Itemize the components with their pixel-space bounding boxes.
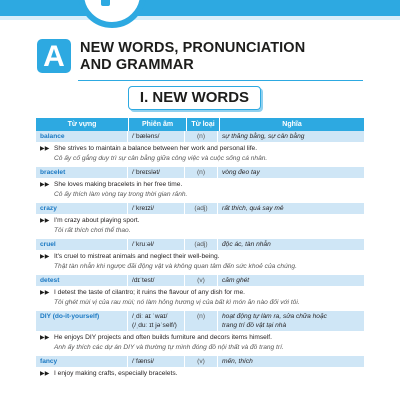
part-of-speech: (n) (185, 311, 218, 331)
top-banner (0, 0, 400, 16)
example-en: I'm crazy about playing sport. (54, 217, 140, 224)
example-en: It's cruel to mistreat animals and neglect their well-being. (54, 253, 220, 260)
part-of-speech: (n) (185, 131, 218, 142)
example-vi: Thật tàn nhẫn khi ngược đãi động vật và không quan tâm đến sức khoẻ của chúng. (54, 263, 297, 270)
example-vi: Tôi ghét mùi vị của rau mùi; nó làm hỏng hương vị của bất kì món ăn nào đối với tôi. (54, 299, 300, 306)
top-banner-rule (0, 16, 400, 20)
bullet-arrow-icon: ▶▶ (40, 145, 50, 152)
part-of-speech: (adj) (185, 239, 218, 250)
pronunciation: /ˈfænsi/ (128, 356, 185, 367)
meaning: sự thăng bằng, sự cân bằng (222, 133, 305, 140)
bullet-arrow-icon: ▶▶ (40, 289, 50, 296)
part-of-speech: (v) (185, 275, 218, 286)
pronunciation: /dɪˈtest/ (128, 275, 185, 286)
word: cruel (36, 239, 128, 250)
word: bracelet (36, 167, 128, 178)
meaning: rất thích, quá say mê (222, 205, 284, 212)
section-divider (78, 80, 363, 81)
example-block (36, 214, 364, 239)
pronunciation: /ˈbæləns/ (128, 131, 185, 142)
vocabulary-table (36, 118, 364, 382)
section-title-line-2: AND GRAMMAR (80, 57, 194, 73)
example-vi: Cô ấy cố gắng duy trì sự cân bằng giữa công việc và cuộc sống cá nhân. (54, 155, 268, 162)
pronunciation: /ˈkruːəl/ (128, 239, 185, 250)
table-row (36, 275, 364, 286)
bullet-arrow-icon: ▶▶ (40, 253, 50, 260)
meaning: độc ác, tàn nhẫn (222, 241, 271, 248)
table-row (36, 203, 364, 214)
example-vi: Anh ấy thích các dự án DIY và thường tự mình đóng đồ nội thất và đồ trang trí. (54, 344, 284, 351)
example-en: She strives to maintain a balance between her work and personal life. (54, 145, 258, 152)
bullet-arrow-icon: ▶▶ (40, 334, 50, 341)
meaning (218, 311, 364, 331)
example-en: I enjoy making crafts, especially bracelets. (54, 370, 178, 377)
part-of-speech: (adj) (185, 203, 218, 214)
table-row (36, 131, 364, 142)
meaning: vòng đeo tay (222, 169, 260, 176)
word: fancy (36, 356, 128, 367)
meaning: căm ghét (222, 277, 250, 284)
table-row (36, 356, 364, 367)
section-title (80, 40, 305, 74)
part-of-speech: (v) (185, 356, 218, 367)
meaning-line-1: hoạt động tự làm ra, sửa chữa hoặc (222, 313, 327, 320)
subsection-title: I. NEW WORDS (139, 89, 250, 106)
section-letter-badge: A (37, 39, 71, 73)
word: balance (36, 131, 128, 142)
section-title-line-1: NEW WORDS, PRONUNCIATION (80, 40, 306, 56)
example-block (36, 178, 364, 203)
word: crazy (36, 203, 128, 214)
example-block (36, 367, 364, 382)
table-row (36, 239, 364, 250)
bullet-arrow-icon: ▶▶ (40, 181, 50, 188)
header-word: Từ vựng (36, 118, 129, 131)
example-vi: Cô ấy thích làm vòng tay trong thời gian rảnh. (54, 191, 188, 198)
bullet-arrow-icon: ▶▶ (40, 370, 50, 377)
word: DIY (do-it-yourself) (36, 311, 128, 331)
example-block (36, 250, 364, 275)
example-vi: Tôi rất thích chơi thể thao. (54, 227, 131, 234)
header-pronunciation: Phiên âm (129, 118, 187, 131)
example-en: I detest the taste of cilantro; it ruins the flavour of any dish for me. (54, 289, 245, 296)
unit-number-circle (78, 0, 146, 28)
example-en: He enjoys DIY projects and often builds furniture and decors items himself. (54, 334, 272, 341)
example-en: She loves making bracelets in her free time. (54, 181, 183, 188)
table-header (36, 118, 364, 131)
pronunciation-line-2: (/ˌduː ɪt jəˈself/) (132, 322, 177, 329)
unit-number-glyph (101, 0, 110, 6)
table-row (36, 311, 364, 331)
example-block (36, 142, 364, 167)
meaning: mến, thích (222, 358, 253, 365)
word: detest (36, 275, 128, 286)
pronunciation-line-1: /ˌdiː aɪ ˈwaɪ/ (132, 313, 168, 320)
example-block (36, 331, 364, 356)
bullet-arrow-icon: ▶▶ (40, 217, 50, 224)
example-block (36, 286, 364, 311)
pronunciation: /ˈkreɪzi/ (128, 203, 185, 214)
header-part-of-speech: Từ loại (187, 118, 220, 131)
header-meaning: Nghĩa (282, 121, 302, 128)
part-of-speech: (n) (185, 167, 218, 178)
meaning-line-2: trang trí đồ vật tại nhà (222, 322, 287, 329)
pronunciation (128, 311, 185, 331)
subsection-heading-box (128, 86, 261, 110)
table-row (36, 167, 364, 178)
pronunciation: /ˈbreɪslət/ (128, 167, 185, 178)
